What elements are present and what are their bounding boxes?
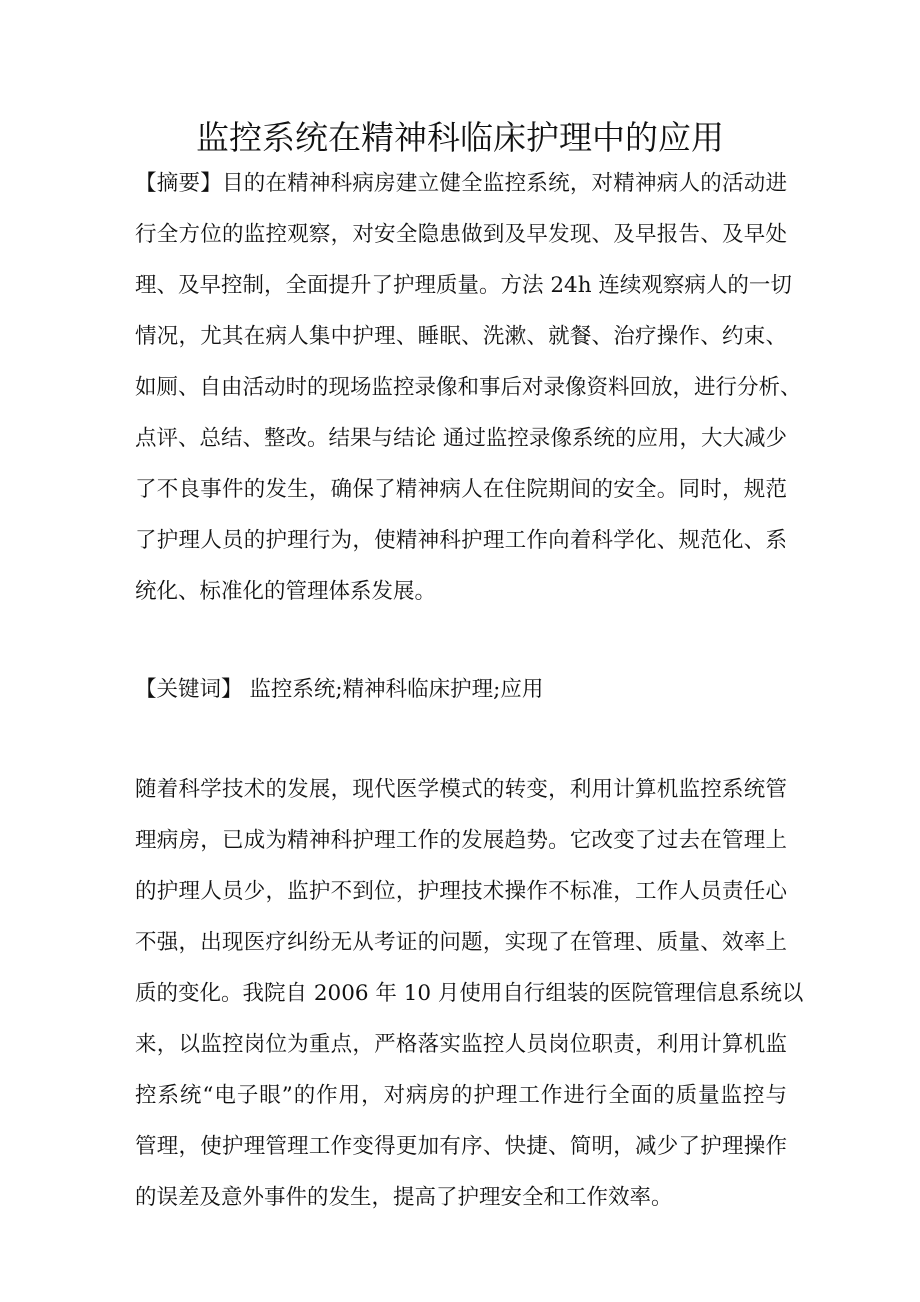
body-line: 管理，使护理管理工作变得更加有序、快捷、简明，减少了护理操作 (135, 1134, 787, 1159)
body-line: 控系统“电子眼”的作用，对病房的护理工作进行全面的质量监控与 (135, 1083, 787, 1108)
abstract-line: 了不良事件的发生，确保了精神病人在住院期间的安全。同时，规范 (135, 477, 787, 502)
abstract-line: 情况，尤其在病人集中护理、睡眠、洗漱、就餐、治疗操作、约束、 (135, 324, 787, 349)
abstract-paragraph (135, 158, 802, 617)
body-line: 的护理人员少，监护不到位，护理技术操作不标准，工作人员责任心 (135, 879, 787, 904)
body-line: 不强，出现医疗纠纷无从考证的问题，实现了在管理、质量、效率上 (135, 930, 787, 955)
abstract-line: 理、及早控制，全面提升了护理质量。方法 24h 连续观察病人的一切 (135, 273, 792, 298)
abstract-line: 了护理人员的护理行为，使精神科护理工作向着科学化、规范化、系 (135, 528, 787, 553)
body-paragraph (135, 764, 804, 1223)
abstract-line: 点评、总结、整改。结果与结论 通过监控录像系统的应用，大大减少 (135, 426, 787, 451)
body-line: 来，以监控岗位为重点，严格落实监控人员岗位职责，利用计算机监 (135, 1032, 787, 1057)
body-line: 质的变化。我院自 2006 年 10 月使用自行组装的医院管理信息系统以 (135, 981, 804, 1006)
abstract-line: 统化、标准化的管理体系发展。 (135, 579, 437, 604)
body-line: 随着科学技术的发展，现代医学模式的转变，利用计算机监控系统管 (135, 777, 787, 802)
body-line: 理病房，已成为精神科护理工作的发展趋势。它改变了过去在管理上 (135, 828, 787, 853)
keywords-line (135, 664, 787, 715)
body-line: 的误差及意外事件的发生，提高了护理安全和工作效率。 (135, 1185, 673, 1210)
abstract-line: 【摘要】目的在精神科病房建立健全监控系统，对精神病人的活动进 (135, 171, 787, 196)
abstract-line: 行全方位的监控观察，对安全隐患做到及早发现、及早报告、及早处 (135, 222, 787, 247)
document-title: 监控系统在精神科临床护理中的应用 (196, 118, 724, 157)
abstract-line: 如厕、自由活动时的现场监控录像和事后对录像资料回放，进行分析、 (135, 375, 802, 400)
keywords-text: 【关键词】 监控系统;精神科临床护理;应用 (135, 677, 544, 702)
